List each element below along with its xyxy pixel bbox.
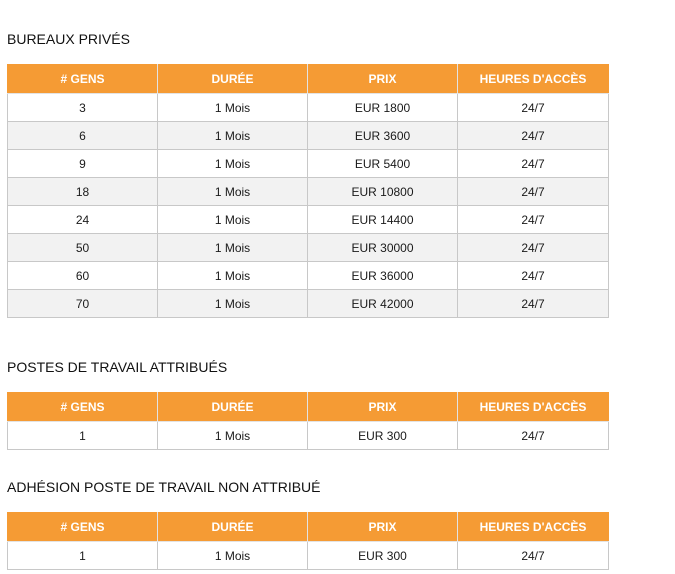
cell-prix: EUR 30000 bbox=[308, 234, 458, 262]
cell-heures: 24/7 bbox=[458, 178, 609, 206]
cell-prix: EUR 42000 bbox=[308, 290, 458, 318]
cell-gens: 1 bbox=[8, 422, 158, 450]
cell-heures: 24/7 bbox=[458, 422, 609, 450]
cell-gens: 18 bbox=[8, 178, 158, 206]
cell-gens: 70 bbox=[8, 290, 158, 318]
section-postes-attribues bbox=[7, 359, 608, 450]
cell-heures: 24/7 bbox=[458, 542, 609, 570]
cell-gens: 1 bbox=[8, 542, 158, 570]
header-duree: DURÉE bbox=[158, 393, 308, 422]
table-row bbox=[8, 422, 609, 450]
header-heures: HEURES D'ACCÈS bbox=[458, 513, 609, 542]
cell-duree: 1 Mois bbox=[158, 262, 308, 290]
section-adhesion-non-attribue bbox=[7, 479, 608, 570]
table-header-row bbox=[8, 393, 609, 422]
table-row bbox=[8, 262, 609, 290]
table-row bbox=[8, 290, 609, 318]
table-row bbox=[8, 150, 609, 178]
cell-gens: 50 bbox=[8, 234, 158, 262]
cell-heures: 24/7 bbox=[458, 234, 609, 262]
cell-prix: EUR 36000 bbox=[308, 262, 458, 290]
table-row bbox=[8, 542, 609, 570]
cell-heures: 24/7 bbox=[458, 150, 609, 178]
cell-gens: 3 bbox=[8, 94, 158, 122]
header-duree: DURÉE bbox=[158, 65, 308, 94]
section-bureaux-prives bbox=[7, 31, 608, 318]
pricing-table bbox=[7, 512, 609, 570]
cell-gens: 60 bbox=[8, 262, 158, 290]
cell-duree: 1 Mois bbox=[158, 542, 308, 570]
table-row bbox=[8, 122, 609, 150]
cell-heures: 24/7 bbox=[458, 122, 609, 150]
header-duree: DURÉE bbox=[158, 513, 308, 542]
cell-duree: 1 Mois bbox=[158, 94, 308, 122]
cell-gens: 9 bbox=[8, 150, 158, 178]
table-header-row bbox=[8, 65, 609, 94]
cell-duree: 1 Mois bbox=[158, 290, 308, 318]
cell-duree: 1 Mois bbox=[158, 150, 308, 178]
section-title: ADHÉSION POSTE DE TRAVAIL NON ATTRIBUÉ bbox=[7, 479, 321, 495]
header-gens: # GENS bbox=[8, 393, 158, 422]
cell-heures: 24/7 bbox=[458, 94, 609, 122]
header-prix: PRIX bbox=[308, 513, 458, 542]
table-row bbox=[8, 206, 609, 234]
cell-duree: 1 Mois bbox=[158, 206, 308, 234]
header-heures: HEURES D'ACCÈS bbox=[458, 65, 609, 94]
table-header-row bbox=[8, 513, 609, 542]
cell-duree: 1 Mois bbox=[158, 422, 308, 450]
cell-duree: 1 Mois bbox=[158, 178, 308, 206]
table-row bbox=[8, 178, 609, 206]
pricing-table bbox=[7, 64, 609, 318]
cell-heures: 24/7 bbox=[458, 206, 609, 234]
table-row bbox=[8, 234, 609, 262]
cell-prix: EUR 10800 bbox=[308, 178, 458, 206]
cell-prix: EUR 1800 bbox=[308, 94, 458, 122]
cell-duree: 1 Mois bbox=[158, 234, 308, 262]
section-title: POSTES DE TRAVAIL ATTRIBUÉS bbox=[7, 359, 228, 375]
cell-duree: 1 Mois bbox=[158, 122, 308, 150]
pricing-table bbox=[7, 392, 609, 450]
cell-prix: EUR 300 bbox=[308, 422, 458, 450]
header-prix: PRIX bbox=[308, 393, 458, 422]
header-gens: # GENS bbox=[8, 513, 158, 542]
header-prix: PRIX bbox=[308, 65, 458, 94]
cell-prix: EUR 14400 bbox=[308, 206, 458, 234]
cell-gens: 6 bbox=[8, 122, 158, 150]
cell-heures: 24/7 bbox=[458, 262, 609, 290]
cell-prix: EUR 3600 bbox=[308, 122, 458, 150]
header-gens: # GENS bbox=[8, 65, 158, 94]
section-title: BUREAUX PRIVÉS bbox=[7, 31, 130, 47]
cell-heures: 24/7 bbox=[458, 290, 609, 318]
cell-prix: EUR 5400 bbox=[308, 150, 458, 178]
table-row bbox=[8, 94, 609, 122]
header-heures: HEURES D'ACCÈS bbox=[458, 393, 609, 422]
cell-gens: 24 bbox=[8, 206, 158, 234]
cell-prix: EUR 300 bbox=[308, 542, 458, 570]
